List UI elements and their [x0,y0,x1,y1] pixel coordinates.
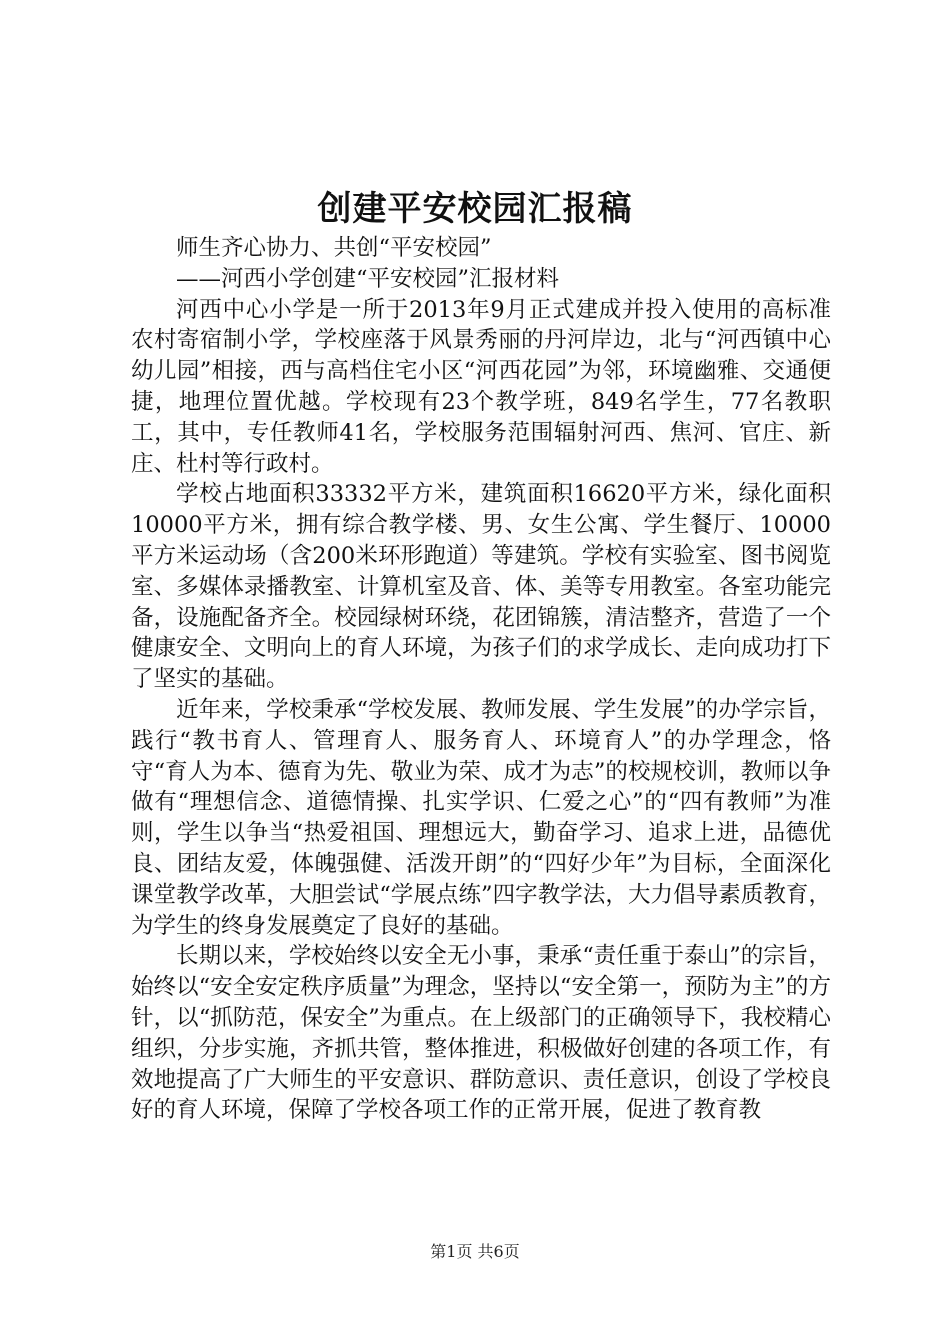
paragraph-3: 近年来，学校秉承“学校发展、教师发展、学生发展”的办学宗旨，践行“教书育人、管理育人、服务育人、环境育人”的办学理念，恪守“育人为本、德育为先、敬业为荣、成才为志”的校规校训，教师以争做有“理想信念、道德情操、扎实学识、仁爱之心”的“四有教师”为准则，学生以争当“热爱祖国、理想远大，勤奋学习、追求上进，品德优良、团结友爱，体魄强健、活泼开朗”的“四好少年”为目标，全面深化课堂教学改革，大胆尝试“学展点练”四字教学法，大力倡导素质教育，为学生的终身发展奠定了良好的基础。 [131,696,831,939]
paragraph-1: 河西中心小学是一所于2013年9月正式建成并投入使用的高标准农村寄宿制小学，学校座落于风景秀丽的丹河岸边，北与“河西镇中心幼儿园”相接，西与高档住宅小区“河西花园”为邻，环境幽雅、交通便捷，地理位置优越。学校现有23个教学班，849名学生，77名教职工，其中，专任教师41名，学校服务范围辐射河西、焦河、官庄、新庄、杜村等行政村。 [131,296,831,477]
page-number-footer: 第1页 共6页 [430,1242,520,1261]
subtitle: 师生齐心协力、共创“平安校园” [176,235,492,261]
document-title: 创建平安校园汇报稿 [317,189,633,229]
document-body [131,233,831,1126]
paragraph-4: 长期以来，学校始终以安全无小事，秉承“责任重于泰山”的宗旨，始终以“安全安定秩序质量”为理念，坚持以“安全第一，预防为主”的方针，以“抓防范，保安全”为重点。在上级部门的正确领导下，我校精心组织，分步实施，齐抓共管，整体推进，积极做好创建的各项工作，有效地提高了广大师生的平安意识、群防意识、责任意识，创设了学校良好的育人环境，保障了学校各项工作的正常开展，促进了教育教 [131,943,831,1124]
paragraph-2: 学校占地面积33332平方米，建筑面积16620平方米，绿化面积10000平方米，拥有综合教学楼、男、女生公寓、学生餐厅、10000平方米运动场（含200米环形跑道）等建筑。学校有实验室、图书阅览室、多媒体录播教室、计算机室及音、体、美等专用教室。各室功能完备，设施配备齐全。校园绿树环绕，花团锦簇，清洁整齐，营造了一个健康安全、文明向上的育人环境，为孩子们的求学成长、走向成功打下了坚实的基础。 [131,481,831,693]
byline: ——河西小学创建“平安校园”汇报材料 [176,265,560,292]
